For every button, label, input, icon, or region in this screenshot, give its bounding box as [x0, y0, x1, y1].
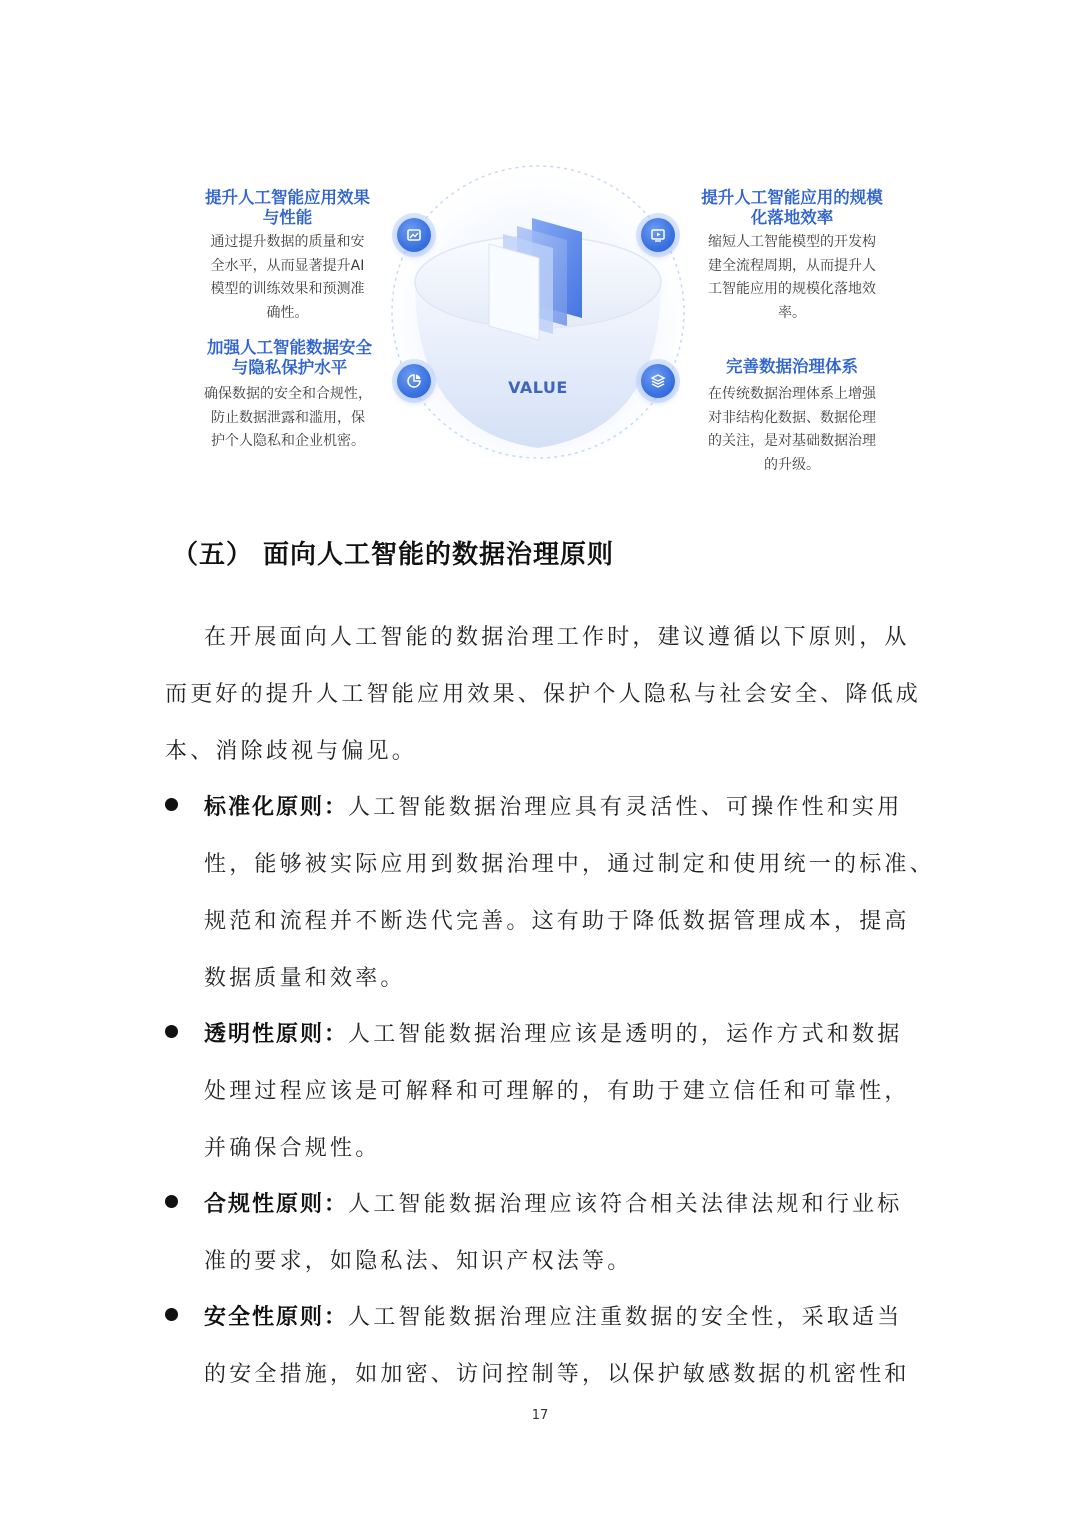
- page-number: 17: [531, 1408, 549, 1423]
- bullet-dot: [165, 1025, 178, 1038]
- bullet-2-line-3: 并确保合规性。: [204, 1136, 381, 1161]
- box-desc-governance-system: 在传统数据治理体系上增强 对非结构化数据、数据伦理 的关注，是对基础数据治理 的升级。: [708, 386, 876, 473]
- bullet-4-line-2: 的安全措施，如加密、访问控制等，以保护敏感数据的机密性和: [204, 1362, 910, 1387]
- box-desc-scaling-efficiency: 缩短人工智能模型的开发构 建全流程周期，从而提升人 工智能应用的规模化落地效 率。: [708, 234, 876, 321]
- box-desc-application-effect: 通过提升数据的质量和安 全水平，从而显著提升AI 模型的训练效果和预测准 确性。: [210, 234, 365, 321]
- bullet-4-term: 安全性原则：: [204, 1304, 349, 1330]
- bullet-1-line-2: 性，能够被实际应用到数据治理中，通过制定和使用统一的标准、: [204, 852, 935, 877]
- bullet-2-line-2: 处理过程应该是可解释和可理解的，有助于建立信任和可靠性，: [204, 1079, 910, 1104]
- bullet-4-line-1: [204, 1300, 902, 1331]
- image-frame-icon: [397, 218, 431, 252]
- bullet-dot: [165, 798, 178, 811]
- diagram-graphic: [0, 0, 1080, 500]
- bullet-1-line-3: 规范和流程并不断迭代完善。这有助于降低数据管理成本，提高: [204, 909, 910, 934]
- section-heading: （五） 面向人工智能的数据治理原则: [172, 540, 615, 570]
- monitor-play-icon: [641, 218, 675, 252]
- bullet-dot: [165, 1195, 178, 1208]
- intro-line-2: 而更好的提升人工智能应用效果、保护个人隐私与社会安全、降低成: [165, 682, 922, 707]
- bullet-2-term: 透明性原则：: [204, 1021, 349, 1047]
- bullet-3-text: 人工智能数据治理应该符合相关法律法规和行业标: [348, 1192, 903, 1217]
- bullet-1-line-4: 数据质量和效率。: [204, 966, 406, 991]
- bullet-3-term: 合规性原则：: [204, 1191, 349, 1217]
- bullet-3-line-2: 准的要求，如隐私法、知识产权法等。: [204, 1249, 633, 1274]
- box-title-scaling-efficiency: 提升人工智能应用的规模 化落地效率: [701, 188, 883, 227]
- bullet-1-line-1: [204, 790, 902, 821]
- center-value-label: VALUE: [508, 378, 568, 397]
- bullet-3-line-1: [204, 1187, 902, 1218]
- box-title-application-effect: 提升人工智能应用效果 与性能: [205, 188, 370, 227]
- box-title-security-privacy: 加强人工智能数据安全 与隐私保护水平: [207, 338, 372, 377]
- bullet-1-term: 标准化原则：: [204, 794, 349, 820]
- bullet-4-text: 人工智能数据治理应注重数据的安全性，采取适当: [348, 1305, 903, 1330]
- intro-line-3: 本、消除歧视与偏见。: [165, 739, 418, 764]
- pie-chart-icon: [397, 364, 431, 398]
- bullet-1-text: 人工智能数据治理应具有灵活性、可操作性和实用: [348, 795, 903, 820]
- bullet-2-text: 人工智能数据治理应该是透明的，运作方式和数据: [348, 1022, 903, 1047]
- bullet-dot: [165, 1308, 178, 1321]
- bullet-2-line-1: [204, 1017, 902, 1048]
- box-desc-security-privacy: 确保数据的安全和合规性， 防止数据泄露和滥用，保 护个人隐私和企业机密。: [204, 386, 372, 449]
- layers-icon: [641, 364, 675, 398]
- intro-line-1: 在开展面向人工智能的数据治理工作时，建议遵循以下原则，从: [204, 625, 910, 650]
- box-title-governance-system: 完善数据治理体系: [726, 357, 858, 376]
- value-diagram: [0, 0, 1080, 500]
